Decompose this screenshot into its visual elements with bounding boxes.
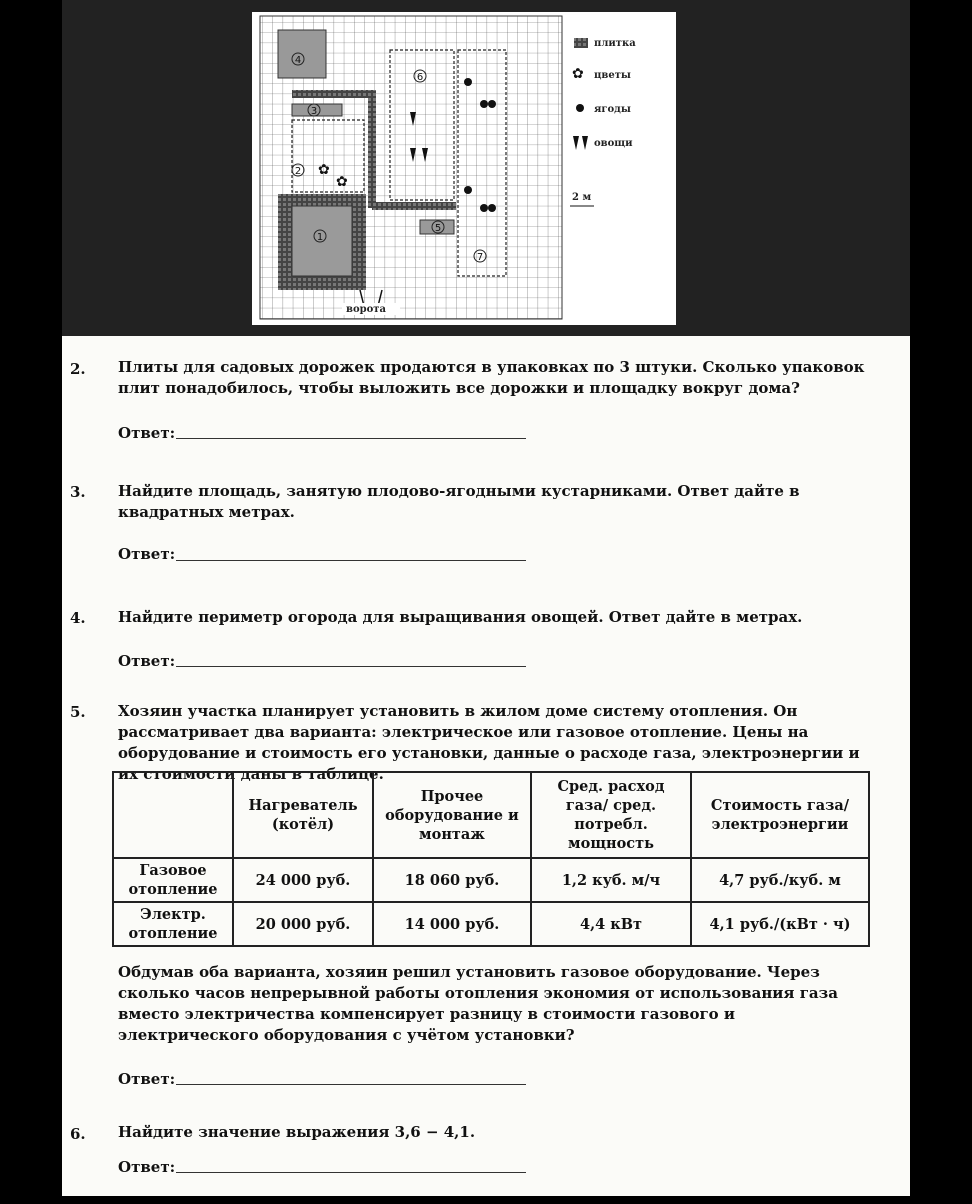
garden-plan-drawing	[252, 12, 676, 325]
heating-table	[112, 771, 870, 947]
svg-text:✿: ✿	[336, 174, 348, 190]
q2-answer-label: Ответ:	[118, 424, 176, 442]
q5-text-2: Обдумав оба варианта, хозяин решил установить газовое оборудование. Через сколько часов непрерывной работы отопления экономия от использования газа вместо электричества компенсирует разницу в стоимости газового и электрического оборудования с учётом установки?	[118, 963, 838, 1044]
table-header-cell: Нагреватель (котёл)	[233, 772, 373, 858]
svg-text:6: 6	[416, 72, 424, 83]
q4-answer-line[interactable]	[176, 666, 526, 667]
table-cell: 20 000 руб.	[233, 902, 373, 946]
svg-text:✿: ✿	[318, 162, 330, 178]
table-header-cell: Стоимость газа/ электроэнергии	[691, 772, 869, 858]
q4-text: Найдите периметр огорода для выращивания овощей. Ответ дайте в метрах.	[118, 608, 803, 626]
svg-text:5: 5	[434, 223, 442, 234]
q5-number: 5.	[70, 703, 86, 721]
svg-text:3: 3	[310, 106, 318, 117]
legend-veg: овощи	[594, 138, 633, 149]
table-row	[113, 902, 869, 946]
table-row	[113, 858, 869, 902]
q6-answer-label: Ответ:	[118, 1158, 176, 1176]
table-header-cell	[113, 772, 233, 858]
q5-answer-line[interactable]	[176, 1084, 526, 1085]
garden-plan	[252, 12, 676, 325]
legend-berries: ягоды	[594, 104, 631, 115]
legend-scale: 2 м	[572, 192, 592, 203]
q3-number: 3.	[70, 483, 86, 501]
q2-text: Плиты для садовых дорожек продаются в упаковках по 3 штуки. Сколько упаковок плит понадобилось, чтобы выложить все дорожки и площадку вокруг дома?	[118, 358, 865, 397]
table-cell: 14 000 руб.	[373, 902, 531, 946]
q5-text: Хозяин участка планирует установить в жилом доме систему отопления. Он рассматривает два варианта: электрическое или газовое отопление. Цены на оборудование и стоимость его установки, данные о расходе газа, электроэнергии и их стоимости даны в таблице.	[118, 702, 860, 783]
table-cell: 24 000 руб.	[233, 858, 373, 902]
svg-text:4: 4	[294, 55, 302, 66]
q3-text: Найдите площадь, занятую плодово-ягодными кустарниками. Ответ дайте в квадратных метрах.	[118, 482, 800, 521]
table-cell: 4,1 руб./(кВт · ч)	[691, 902, 869, 946]
legend-tile: плитка	[594, 38, 636, 49]
q6-answer-line[interactable]	[176, 1172, 526, 1173]
table-cell: Электр. отопление	[113, 902, 233, 946]
q3-answer-line[interactable]	[176, 560, 526, 561]
svg-text:✿: ✿	[572, 66, 584, 82]
table-cell: 4,4 кВт	[531, 902, 691, 946]
table-cell: Газовое отопление	[113, 858, 233, 902]
q2-answer-line[interactable]	[176, 438, 526, 439]
gate-label: ворота	[346, 304, 386, 315]
q3-answer-label: Ответ:	[118, 545, 176, 563]
q4-number: 4.	[70, 609, 86, 627]
legend-flowers: цветы	[594, 70, 631, 81]
svg-text:2: 2	[294, 166, 302, 177]
svg-text:1: 1	[316, 232, 324, 243]
table-cell: 4,7 руб./куб. м	[691, 858, 869, 902]
q2-number: 2.	[70, 360, 86, 378]
table-header-cell: Прочее оборудование и монтаж	[373, 772, 531, 858]
q4-answer-label: Ответ:	[118, 652, 176, 670]
table-cell: 1,2 куб. м/ч	[531, 858, 691, 902]
table-cell: 18 060 руб.	[373, 858, 531, 902]
q6-text: Найдите значение выражения 3,6 − 4,1.	[118, 1123, 476, 1141]
q5-answer-label: Ответ:	[118, 1070, 176, 1088]
table-header-cell: Сред. расход газа/ сред. потребл. мощность	[531, 772, 691, 858]
q6-number: 6.	[70, 1125, 86, 1143]
svg-text:7: 7	[476, 252, 484, 263]
